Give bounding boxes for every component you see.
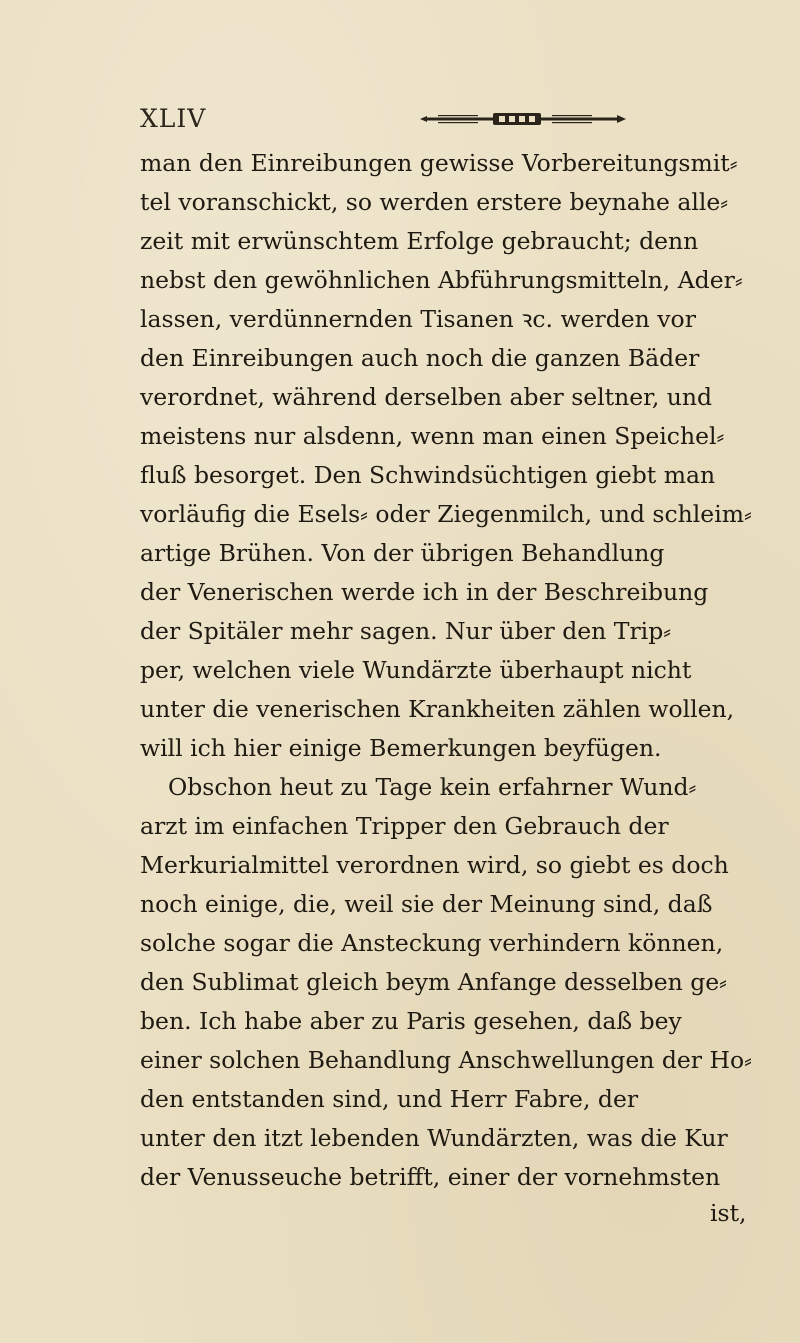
header-ornament [420,111,626,127]
page-number: XLIV [140,104,207,133]
text-line: ben. Ich habe aber zu Paris gesehen, daß bey [140,1007,682,1035]
text-line: noch einige, die, weil sie der Meinung sind, daß [140,890,713,918]
text-line: lassen, verdünnernden Tisanen ꝛc. werden vor [140,305,696,333]
text-line: verordnet, während derselben aber seltner, und [140,383,713,411]
text-line: arzt im einfachen Tripper den Gebrauch der [140,812,669,840]
text-line: per, welchen viele Wundärzte überhaupt nicht [140,656,692,684]
text-line: will ich hier einige Bemerkungen beyfügen. [140,734,662,762]
text-line: der Venerischen werde ich in der Beschreibung [140,578,709,606]
text-line: solche sogar die Ansteckung verhindern können, [140,929,724,957]
text-line: unter den itzt lebenden Wundärzten, was die Kur [140,1124,728,1152]
text-line: den Einreibungen auch noch die ganzen Bäder [140,344,700,372]
text-line: unter die venerischen Krankheiten zählen wollen, [140,695,735,723]
text-line: der Spitäler mehr sagen. Nur über den Trip⸗ [140,617,672,645]
text-line: einer solchen Behandlung Anschwellungen der Ho⸗ [140,1046,752,1074]
text-line: meistens nur alsdenn, wenn man einen Speichel⸗ [140,422,725,450]
text-line: zeit mit erwünschtem Erfolge gebraucht; denn [140,227,699,255]
text-line: fluß besorget. Den Schwindsüchtigen giebt man [140,461,716,489]
text-line: der Venusseuche betrifft, einer der vornehmsten [140,1163,721,1191]
catchword: ist, [710,1199,747,1227]
text-line: den Sublimat gleich beym Anfange desselben ge⸗ [140,968,727,996]
text-line: artige Brühen. Von der übrigen Behandlung [140,539,665,567]
text-line: man den Einreibungen gewisse Vorbereitungsmit⸗ [140,149,738,177]
text-line: Obschon heut zu Tage kein erfahrner Wund⸗ [168,773,697,801]
text-line: nebst den gewöhnlichen Abführungsmitteln, Ader⸗ [140,266,743,294]
text-line: tel voranschickt, so werden erstere beynahe alle⸗ [140,188,729,216]
text-line: Merkurialmittel verordnen wird, so giebt es doch [140,851,729,879]
text-line: den entstanden sind, und Herr Fabre, der [140,1085,639,1113]
text-line: vorläufig die Esels⸗ oder Ziegenmilch, und schleim⸗ [140,500,752,528]
